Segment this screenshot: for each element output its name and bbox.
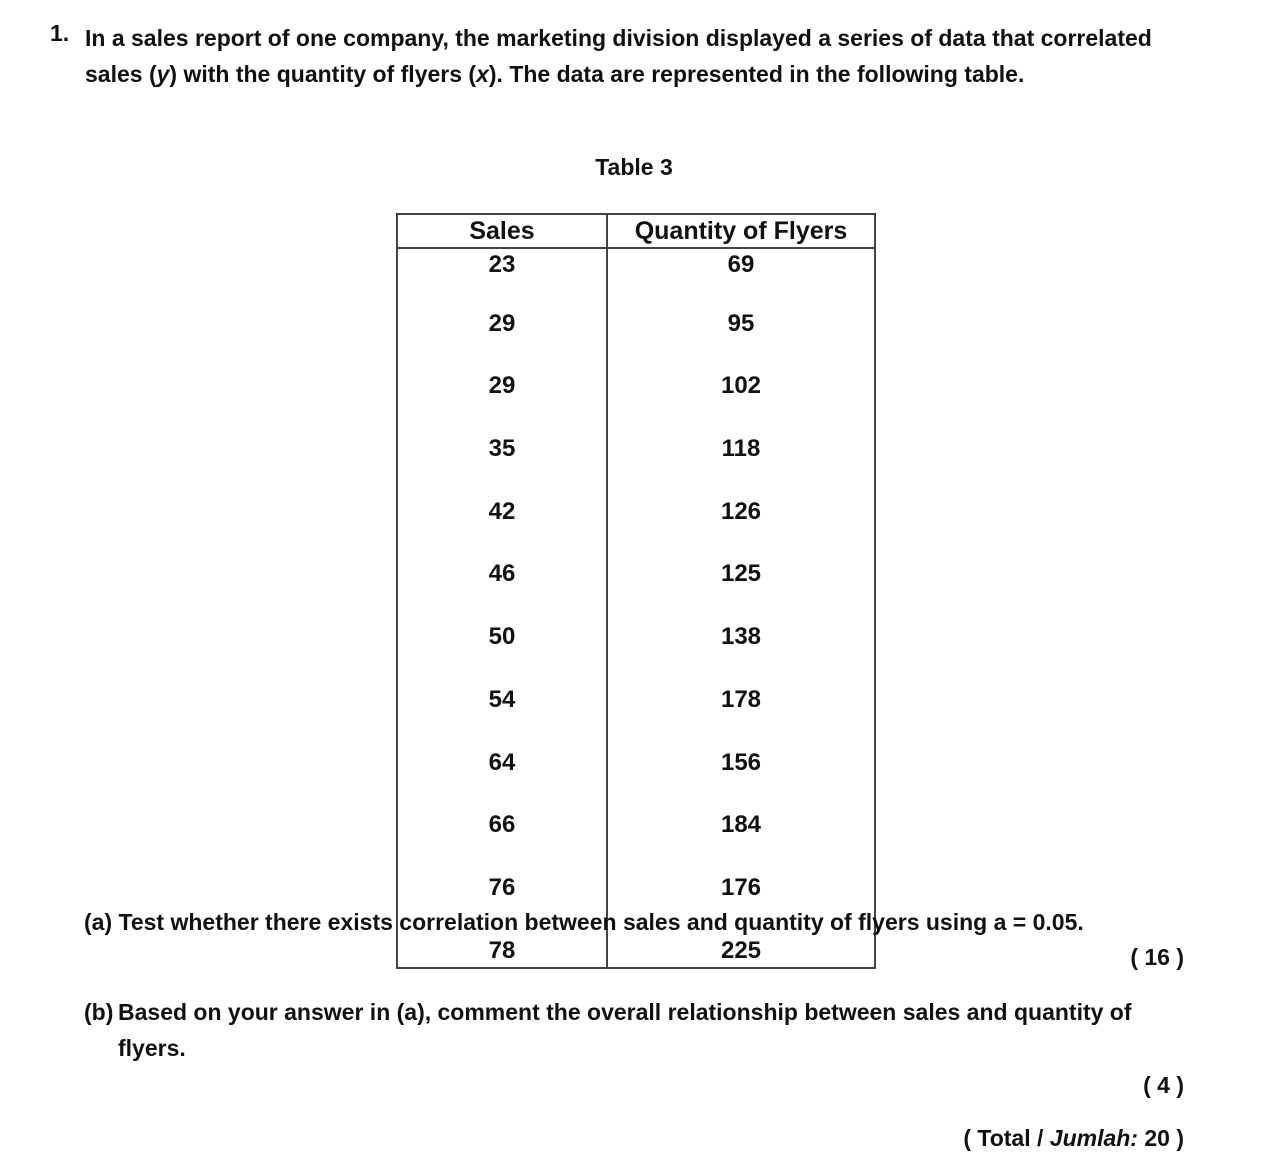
cell-sales: 42: [397, 469, 607, 532]
table-row: [397, 281, 875, 344]
table-row: [397, 532, 875, 595]
question-intro-1: In a sales report of one company, the marketing division displayed a series of data that correlated sales (: [85, 25, 1152, 87]
header-sales: Sales: [397, 214, 607, 248]
question-intro-2: ) with the quantity of flyers (: [169, 61, 477, 87]
part-a-marks: ( 16 ): [1130, 944, 1184, 970]
cell-sales: 35: [397, 406, 607, 469]
part-b-marks: ( 4 ): [1143, 1072, 1184, 1098]
total-marks: [963, 1125, 1184, 1152]
cell-sales: 46: [397, 532, 607, 595]
cell-sales: 76: [397, 845, 607, 908]
table-row: [397, 783, 875, 846]
table-row: [397, 720, 875, 783]
cell-quantity-of-flyers: 138: [607, 594, 875, 657]
variable-y: y: [156, 61, 170, 87]
cell-sales: 29: [397, 281, 607, 344]
cell-quantity-of-flyers: 69: [607, 248, 875, 281]
total-jumlah: Jumlah:: [1049, 1125, 1138, 1151]
table-row: [397, 248, 875, 281]
table-row: [397, 406, 875, 469]
table-body: [397, 248, 875, 968]
cell-sales: 54: [397, 657, 607, 720]
cell-quantity-of-flyers: 176: [607, 845, 875, 908]
table-row: [397, 594, 875, 657]
cell-sales: 23: [397, 248, 607, 281]
cell-quantity-of-flyers: 95: [607, 281, 875, 344]
variable-x: x: [476, 61, 489, 87]
cell-quantity-of-flyers: 156: [607, 720, 875, 783]
part-a-text: (a) Test whether there exists correlation between sales and quantity of flyers using a = 0.05.: [84, 909, 1084, 935]
header-quantity-of-flyers: Quantity of Flyers: [607, 214, 875, 248]
cell-quantity-of-flyers: 102: [607, 344, 875, 407]
cell-sales: 78: [397, 908, 607, 968]
cell-quantity-of-flyers: 125: [607, 532, 875, 595]
part-b-text: Based on your answer in (a), comment the overall relationship between sales and quantity of flyers.: [118, 999, 1132, 1061]
cell-quantity-of-flyers: 118: [607, 406, 875, 469]
table-row: [397, 845, 875, 908]
cell-sales: 50: [397, 594, 607, 657]
table-row: [397, 344, 875, 407]
cell-quantity-of-flyers: 225: [607, 908, 875, 968]
table-row: [397, 469, 875, 532]
data-table: [396, 213, 876, 969]
table-header-row: [397, 214, 875, 248]
cell-sales: 29: [397, 344, 607, 407]
question-intro-3: ). The data are represented in the following table.: [488, 61, 1025, 87]
cell-sales: 64: [397, 720, 607, 783]
cell-quantity-of-flyers: 126: [607, 469, 875, 532]
question-number: 1.: [50, 20, 70, 46]
part-b-label: (b): [84, 999, 114, 1025]
cell-sales: 66: [397, 783, 607, 846]
total-close: 20 ): [1137, 1125, 1184, 1151]
cell-quantity-of-flyers: 178: [607, 657, 875, 720]
question-text: [85, 20, 1175, 92]
table-row: [397, 657, 875, 720]
total-open: ( Total /: [963, 1125, 1050, 1151]
table-caption: Table 3: [595, 154, 673, 180]
cell-quantity-of-flyers: 184: [607, 783, 875, 846]
